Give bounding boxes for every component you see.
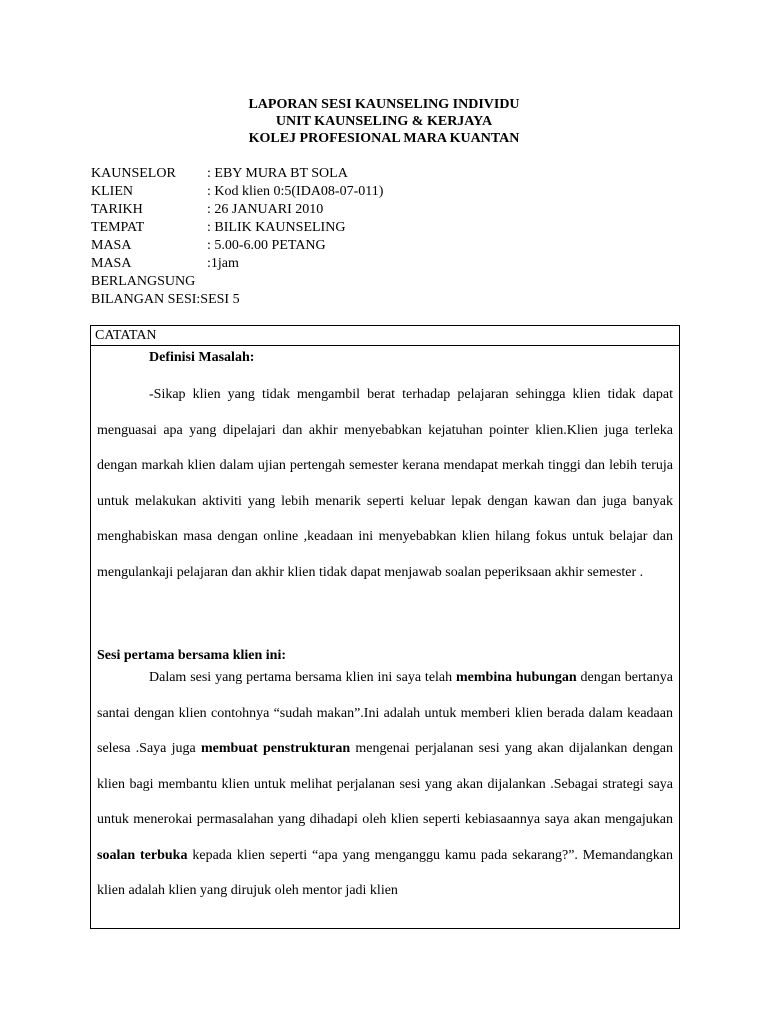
tempat-value: : BILIK KAUNSELING xyxy=(207,220,346,235)
info-row-klien xyxy=(91,183,383,201)
session-info xyxy=(91,165,383,309)
tempat-label: TEMPAT xyxy=(91,220,145,235)
first-session-heading: Sesi pertama bersama klien ini: xyxy=(97,648,286,663)
notes-body xyxy=(91,348,679,909)
title-line-3: KOLEJ PROFESIONAL MARA KUANTAN xyxy=(248,131,520,146)
bilangan-sesi-label: BILANGAN SESI: xyxy=(91,292,201,307)
info-row-masa xyxy=(91,237,383,255)
masa-berlangsung-label: MASA xyxy=(91,256,132,271)
problem-definition-heading: Definisi Masalah: xyxy=(149,350,255,365)
info-row-tempat xyxy=(91,219,383,237)
info-row-masa-berlangsung xyxy=(91,255,383,273)
kaunselor-label: KAUNSELOR xyxy=(91,166,176,181)
info-row-tarikh xyxy=(91,201,383,219)
first-session-bold-2: membuat penstrukturan xyxy=(201,741,351,756)
first-session-text-part-3: mengenai perjalanan sesi yang akan dijalankan dengan klien bagi membantu klien untuk melihat perjalanan sesi yang akan dijalankan .Sebagai strategi saya untuk menerokai permasalahan yang dihadapi oleh klien seperti kebiasaannya saya akan mengajukan xyxy=(97,741,673,827)
masa-label: MASA xyxy=(91,238,132,253)
notes-header: CATATAN xyxy=(91,326,679,346)
notes-box xyxy=(90,325,680,929)
title-line-2: UNIT KAUNSELING & KERJAYA xyxy=(275,114,493,129)
first-session-text-part-1: Dalam sesi yang pertama bersama klien ini saya telah xyxy=(149,670,457,685)
first-session-bold-1: membina hubungan xyxy=(456,670,577,685)
first-session-bold-3: soalan terbuka xyxy=(97,847,188,863)
tarikh-value: : 26 JANUARI 2010 xyxy=(207,202,324,217)
masa-berlangsung-value: :1jam xyxy=(207,256,239,271)
info-row-berlangsung xyxy=(91,273,383,291)
tarikh-label: TARIKH xyxy=(91,202,143,217)
first-session-text-part-4: kepada klien seperti “apa yang menganggu kamu pada sekarang?”. Memandangkan klien adalah klien yang dirujuk oleh mentor jadi klien xyxy=(97,847,674,898)
kaunselor-value: : EBY MURA BT SOLA xyxy=(207,166,348,181)
first-session-text xyxy=(97,660,673,909)
bilangan-sesi-value: SESI 5 xyxy=(200,292,240,307)
klien-label: KLIEN xyxy=(91,184,133,199)
problem-definition-text: -Sikap klien yang tidak mengambil berat terhadap pelajaran sehingga klien tidak dapat menguasai apa yang dipelajari dan akhir menyebabkan kejatuhan pointer klien.Klien juga terleka dengan markah klien dalam ujian pertengah semester kerana mendapat merkah tinggi dan lebih teruja untuk melakukan aktiviti yang lebih menarik seperti keluar lepak dengan kawan dan juga banyak menghabiskan masa dengan online ,keadaan ini menyebabkan klien hilang fokus untuk belajar dan mengulankaji pelajaran dan akhir klien tidak dapat menjawab soalan peperiksaan akhir semester . xyxy=(97,387,673,580)
info-row-kaunselor xyxy=(91,165,383,183)
klien-value: : Kod klien 0:5(IDA08-07-011) xyxy=(207,184,384,199)
masa-value: : 5.00-6.00 PETANG xyxy=(207,238,326,253)
first-session-text-part-2: dengan bertanya santai dengan klien contohnya “sudah makan”.Ini adalah untuk memberi klien berada dalam keadaan selesa .Saya juga xyxy=(97,670,674,756)
berlangsung-label: BERLANGSUNG xyxy=(91,274,196,289)
report-title xyxy=(0,96,768,147)
info-row-bilangan-sesi xyxy=(91,291,383,309)
title-line-1: LAPORAN SESI KAUNSELING INDIVIDU xyxy=(248,97,520,112)
